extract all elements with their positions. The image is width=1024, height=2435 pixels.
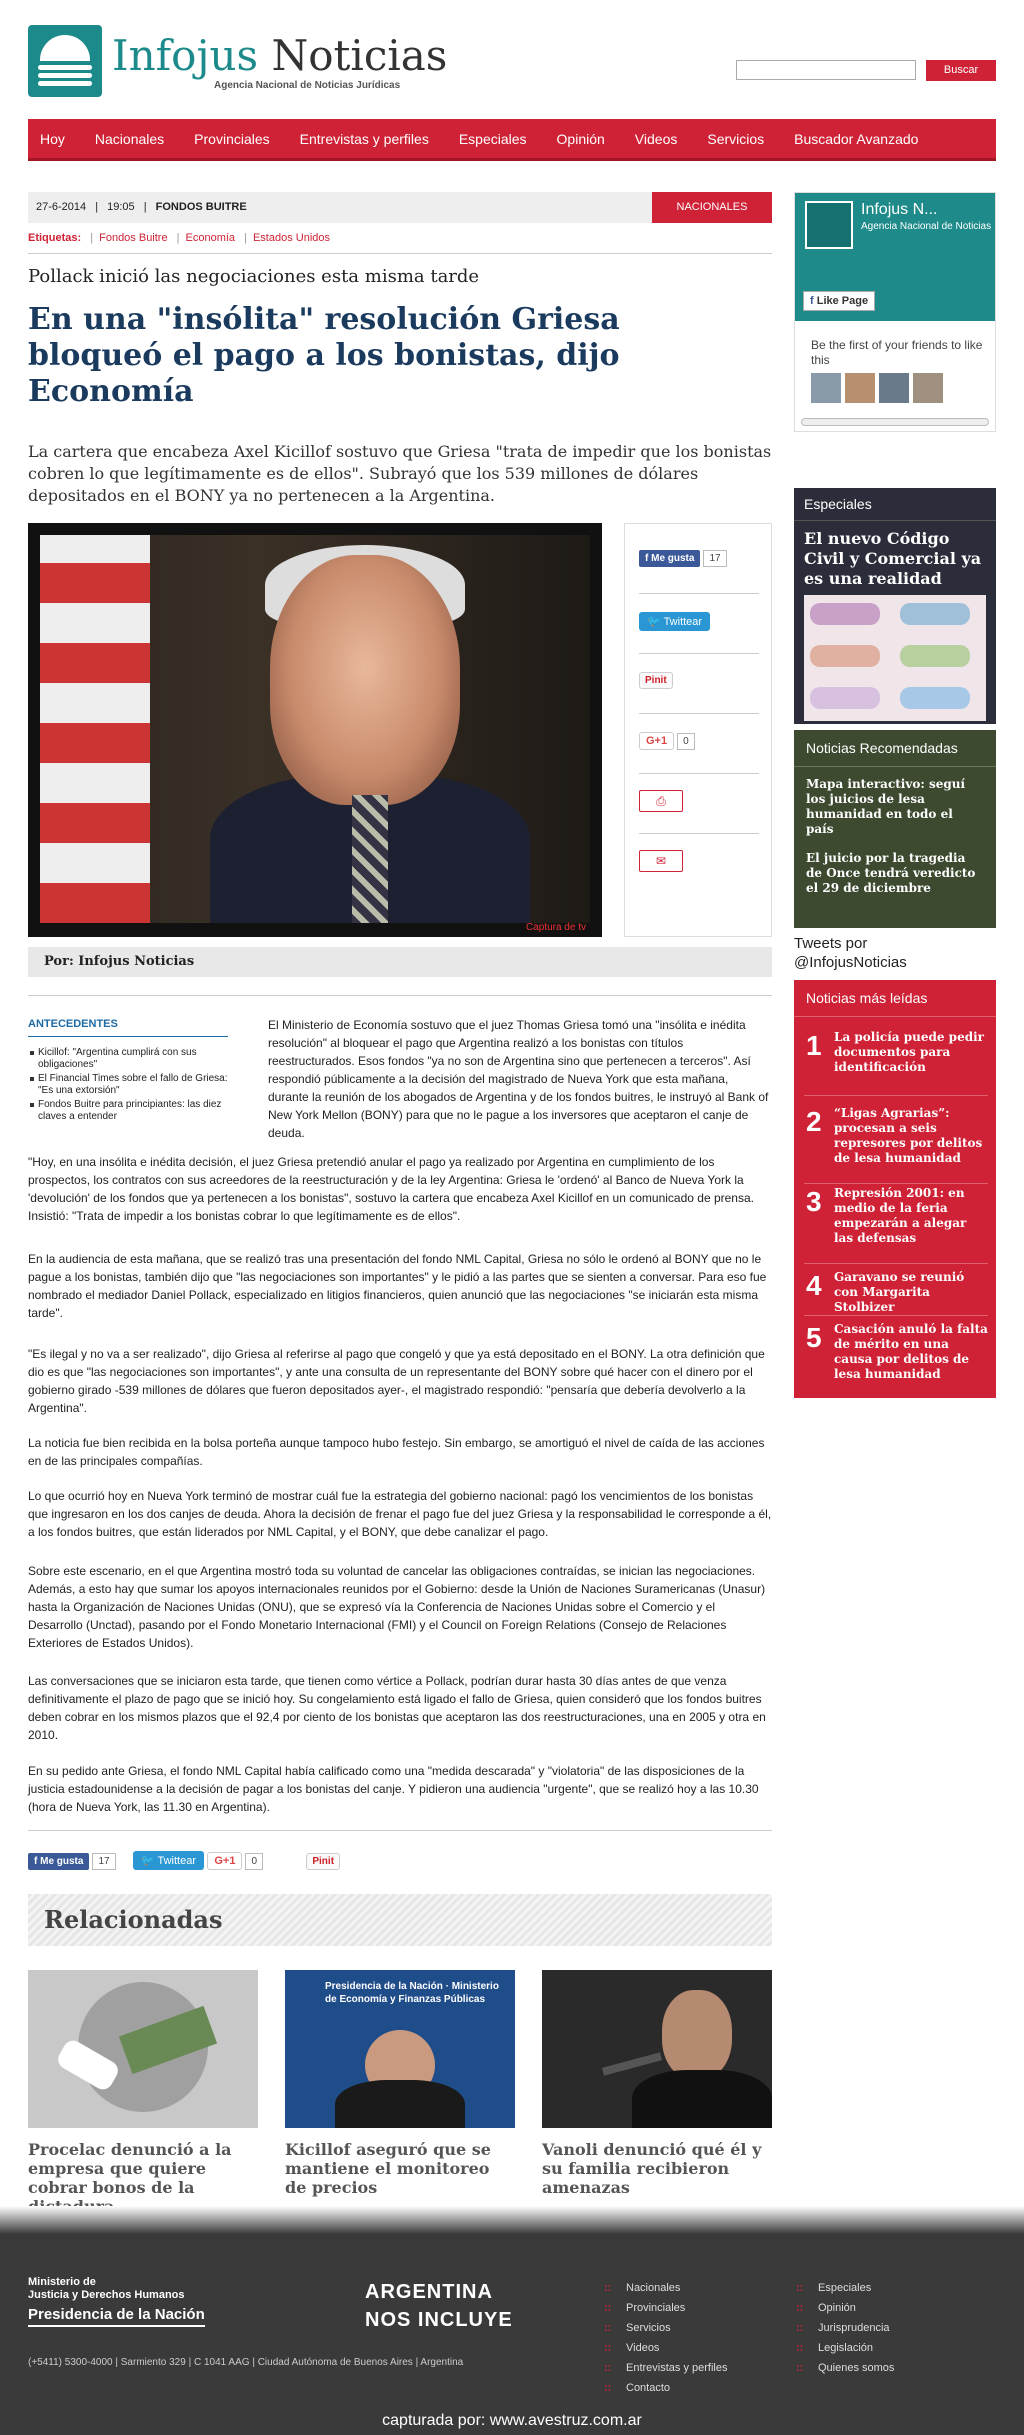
footer-links-col1: [604, 2278, 727, 2398]
antecedentes-link[interactable]: Kicillof: "Argentina cumplirá con sus obligaciones": [28, 1047, 228, 1071]
article-lead: La cartera que encabeza Axel Kicillof sostuvo que Griesa "trata de impedir que los bonistas cobren lo que legítimamente es de ellos". Subrayó que los 539 millones de dólares depositados en el BONY ya no pertenecen a la Argentina.: [28, 442, 772, 505]
tag-link[interactable]: Fondos Buitre: [99, 232, 168, 244]
gplus-count: 0: [677, 733, 695, 750]
presidencia-logo[interactable]: Presidencia de la Nación: [28, 2306, 205, 2327]
antecedentes-link[interactable]: Fondos Buitre para principiantes: las diez claves a entender: [28, 1099, 228, 1123]
nav-item-nacionales[interactable]: Nacionales: [94, 130, 165, 147]
footer-link[interactable]: :: Nacionales: [604, 2278, 727, 2298]
twitter-icon: 🐦: [647, 616, 661, 628]
pinterest-button[interactable]: Pinit: [639, 672, 673, 689]
article-time: 19:05: [107, 201, 135, 213]
related-image-caption: Presidencia de la Nación · Ministerio de Economía y Finanzas Públicas: [325, 1981, 499, 2005]
nav-item-entrevistas[interactable]: Entrevistas y perfiles: [299, 130, 429, 147]
especiales-headline[interactable]: El nuevo Código Civil y Comercial ya es una realidad: [804, 529, 982, 588]
site-logo[interactable]: [28, 25, 448, 97]
divider: [28, 995, 772, 996]
related-title[interactable]: Procelac denunció a la empresa que quiere cobrar bonos de la: [28, 2140, 232, 2197]
notrec-title: Noticias Recomendadas: [794, 730, 996, 767]
facebook-like-count: 17: [703, 550, 726, 567]
nav-item-especiales[interactable]: Especiales: [458, 130, 527, 147]
relacionadas-title: Relacionadas: [28, 1894, 772, 1946]
facebook-friends-text: Be the first of your friends to like this: [811, 338, 983, 367]
tags-row: Etiquetas: | Fondos Buitre | Economía | Estados Unidos: [28, 232, 331, 244]
site-footer: [0, 2234, 1024, 2435]
ministerio-logo[interactable]: Ministerio de Justicia y Derechos Humanos: [28, 2276, 185, 2301]
divider: [28, 1830, 772, 1831]
footer-link[interactable]: :: Provinciales: [604, 2298, 727, 2318]
footer-links-col2: [796, 2278, 894, 2378]
facebook-like-page-button[interactable]: f Like Page: [803, 291, 875, 311]
gplus-count: 0: [245, 1853, 263, 1870]
footer-link[interactable]: :: Videos: [604, 2338, 727, 2358]
article-paragraph: Las conversaciones que se iniciaron esta tarde, que tienen como vértice a Pollack, podrían durar hasta 30 días antes de que venza definitivamente el plazo de pago que se inició hoy. Su congelamiento está ligado el fallo de Griesa, quien consideró que los fondos buitres deben cobrar en los mismos plazos que el 92,4 por ciento de los bonistas que aceptaron las dos reestructuraciones, una en 2005 y otra en 2010.: [28, 1674, 766, 1742]
notrec-item[interactable]: Mapa interactivo: seguí los juicios de lesa humanidad en todo el país: [806, 777, 966, 836]
facebook-page-name[interactable]: Infojus N...: [861, 201, 938, 218]
section-badge[interactable]: NACIONALES: [652, 192, 772, 223]
facebook-like-button[interactable]: f Me gusta: [28, 1853, 89, 1870]
related-card[interactable]: [285, 1970, 515, 2197]
brand-tagline: Agencia Nacional de Noticias Jurídicas: [214, 80, 401, 91]
article-kicker: Pollack inició las negociaciones esta misma tarde: [28, 266, 480, 287]
share-column: [624, 523, 772, 937]
article-author: Por: Infojus Noticias: [28, 947, 772, 977]
footer-link[interactable]: :: Especiales: [796, 2278, 894, 2298]
nav-item-buscador[interactable]: Buscador Avanzado: [794, 130, 919, 147]
article-paragraph: Sobre este escenario, en el que Argentina mostró toda su voluntad de cancelar las obligaciones contraídas, se inician las negociaciones. Además, a esto hay que sumar los apoyos internacionales reunidos por el Gobierno: desde la Unión de Naciones Suramericanas (Unasur) hasta la Organización de Naciones Unidas (ONU), que se expresó vía la Conferencia de Naciones Unidas sobre el Comercio y el Desarrollo (Unctad), pasando por el Fondo Monetario Internacional (FMI) y el Council on Foreign Relations (Consejo de Relaciones Exteriores de Estados Unidos).: [28, 1564, 766, 1650]
article-date: 27-6-2014: [36, 201, 87, 213]
facebook-like-button[interactable]: f Me gusta: [639, 550, 700, 567]
article-paragraph: En su pedido ante Griesa, el fondo NML Capital había calificado como una "medida descarada" y "violatoria" de las disposiciones de la justicia estadounidense a la decisión de pagar a los bonistas del canje. Y pidieron una audiencia "urgente", que se realizó hoy a las 10.30 (hora de Nueva York, las 11.30 en Argentina).: [28, 1764, 759, 1814]
photo-credit: Captura de tv: [525, 922, 586, 933]
logo-icon: [28, 25, 102, 97]
related-image[interactable]: [542, 1970, 772, 2128]
article-paragraph: "Hoy, en una insólita e inédita decisión, el juez Griesa pretendió anular el pago ya realizado por Argentina en cumplimiento de los prospectos, los contratos con sus acreedores de la reestructuración y de la ley Argentina: Griesa le 'ordenó' al Banco de Nueva York la 'devolución' de los fondos que ya pertenecen a los bonistas", sostuvo la cartera que encabeza Axel Kicillof en un comunicado de prensa. Insistió: "Trata de impedir a los bonistas cobrar lo que legítimamente es de ellos".: [28, 1155, 754, 1223]
widget-scrollbar[interactable]: [801, 418, 989, 426]
footer-link[interactable]: :: Contacto: [604, 2378, 727, 2398]
leidas-title: Noticias más leídas: [794, 980, 996, 1017]
related-image[interactable]: [28, 1970, 258, 2128]
main-nav: [28, 119, 996, 161]
gplus-button[interactable]: G+1: [207, 1852, 242, 1870]
footer-fade: [0, 2206, 1024, 2234]
search-button[interactable]: Buscar: [926, 60, 996, 81]
brand-name: Infojus Noticias: [112, 31, 448, 80]
especiales-image[interactable]: [804, 595, 986, 721]
nav-item-provinciales[interactable]: Provinciales: [194, 130, 270, 147]
facebook-like-count: 17: [92, 1853, 115, 1870]
footer-link[interactable]: :: Servicios: [604, 2318, 727, 2338]
footer-link[interactable]: :: Opinión: [796, 2298, 894, 2318]
nav-item-hoy[interactable]: Hoy: [40, 130, 65, 147]
footer-link[interactable]: :: Legislación: [796, 2338, 894, 2358]
share-bar-bottom: [28, 1851, 428, 1873]
noticias-mas-leidas: [794, 980, 996, 1398]
tweets-heading[interactable]: Tweets por @InfojusNoticias: [794, 935, 907, 971]
facebook-cover[interactable]: [795, 193, 995, 321]
related-image[interactable]: [285, 1970, 515, 2128]
antecedentes-title: ANTECEDENTES: [28, 1018, 228, 1037]
related-card[interactable]: [542, 1970, 772, 2197]
print-icon[interactable]: ⎙: [639, 790, 683, 812]
facebook-page-subtitle: Agencia Nacional de Noticias: [861, 221, 992, 232]
capture-watermark: capturada por: www.avestruz.com.ar: [382, 2412, 642, 2429]
facebook-page-widget: [794, 192, 996, 432]
antecedentes-box: [28, 1018, 228, 1125]
especiales-box[interactable]: [794, 488, 996, 724]
related-title[interactable]: Kicillof aseguró que se mantiene el monitoreo de precios: [285, 2140, 491, 2197]
twitter-icon: 🐦: [140, 1855, 155, 1867]
facebook-page-icon: [805, 201, 853, 249]
tags-label: Etiquetas:: [28, 232, 82, 244]
twitter-share-button[interactable]: 🐦 Twittear: [639, 612, 710, 631]
article-headline: En una "insólita" resolución Griesa bloqueó el pago a los bonistas, dijo Economía: [28, 302, 620, 409]
gplus-button[interactable]: G+1: [639, 732, 674, 750]
article-paragraph: El Ministerio de Economía sostuvo que el juez Thomas Griesa tomó una "insólita e inédita resolución" al bloquear el pago que Argentina realizó a los bonistas con títulos reestructurados. Esos fondos "ya no son de Argentina sino que pertenecen a terceros". Así respondió públicamente a la decisión del magistrado de Nueva York que esta mañana, durante la reunión de los abogados de Argentina y de los fondos buitres, le instruyó al Bank of New York Mellon (BONY) para que no le pague a los inversores que aceptaron el canje de deuda.: [268, 1018, 769, 1140]
leidas-item[interactable]: 4 Garavano se reunió con Margarita Stolbizer: [804, 1268, 988, 1316]
argentina-logo: ARGENTINA NOS INCLUYE: [365, 2281, 513, 2331]
leidas-item[interactable]: 2 “Ligas Agrarias”: procesan a seis represores por delitos de lesa humanidad: [804, 1104, 988, 1184]
footer-address: (+5411) 5300-4000 | Sarmiento 329 | C 1041 AAG | Ciudad Autónoma de Buenos Aires | Argentina: [28, 2357, 464, 2368]
nav-item-servicios[interactable]: Servicios: [707, 130, 765, 147]
footer-link[interactable]: :: Quienes somos: [796, 2358, 894, 2378]
antecedentes-link[interactable]: El Financial Times sobre el fallo de Griesa: "Es una extorsión": [28, 1073, 228, 1097]
twitter-share-button[interactable]: 🐦 Twittear: [133, 1851, 204, 1870]
related-title[interactable]: Vanoli denunció qué él y su familia recibieron amenazas: [542, 2140, 762, 2197]
nav-item-opinion[interactable]: Opinión: [556, 130, 605, 147]
tag-link[interactable]: Economía: [185, 232, 236, 244]
article-paragraph: "Es ilegal y no va a ser realizado", dijo Griesa al referirse al pago que congeló y que ya está depositado en el BONY. La otra definición que dio es que "las negociaciones son importantes", y ante una consulta de un representante del BONY sobre qué hacer con el dinero por el gobierno girado -539 millones de dólares que fueron depositados ayer-, el magistrado respondió: "pensaría que debería devolverlo a la Argentina".: [28, 1347, 765, 1415]
pinterest-button[interactable]: Pinit: [306, 1853, 340, 1870]
leidas-item[interactable]: 5 Casación anuló la falta de mérito en una causa por delitos de lesa humanidad: [806, 1322, 988, 1381]
notrec-item[interactable]: El juicio por la tragedia de Once tendrá veredicto el 29 de diciembre: [806, 851, 976, 895]
article-meta-bar: 27-6-2014 | 19:05 | FONDOS BUITRE NACIONALES: [28, 192, 772, 223]
mail-icon[interactable]: ✉: [639, 850, 683, 872]
article-photo: [28, 523, 602, 937]
tag-link[interactable]: Estados Unidos: [252, 232, 331, 244]
footer-link[interactable]: :: Jurisprudencia: [796, 2318, 894, 2338]
divider: [28, 253, 772, 254]
leidas-item[interactable]: 1 La policía puede pedir documentos para identificación: [804, 1028, 988, 1096]
facebook-faces: [811, 373, 947, 403]
article-paragraph: En la audiencia de esta mañana, que se realizó tras una presentación del fondo NML Capital, Griesa no sólo le ordenó al BONY que no le pague a los bonistas, también dijo que "las negociaciones son importantes" y le pidió a las partes que se sienten a conversar. Para eso fue nombrado el mediador Daniel Pollack, especializado en litigios financieros, quien anunció que las negociaciones "se iniciarán esta misma tarde".: [28, 1252, 767, 1320]
noticias-recomendadas: [794, 730, 996, 928]
search-input[interactable]: [736, 60, 916, 80]
especiales-title: Especiales: [794, 488, 996, 521]
leidas-item[interactable]: 3 Represión 2001: en medio de la feria empezarán a alegar las defensas: [804, 1184, 988, 1264]
related-card[interactable]: [28, 1970, 258, 2216]
article-topic: FONDOS BUITRE: [155, 201, 247, 213]
article-paragraph: Lo que ocurrió hoy en Nueva York terminó de mostrar cuál fue la estrategia del gobierno nacional: pagó los vencimientos de los bonistas que ingresaron en los dos canjes de deuda. Ahora la decisión de frenar el pago fue del juez Griesa y la responsabilidad le corresponde a él, a los fondos buitres, que están liderados por NML Capital, y el BONY, que debe canalizar el pago.: [28, 1489, 772, 1539]
nav-item-videos[interactable]: Videos: [634, 130, 678, 147]
footer-link[interactable]: :: Entrevistas y perfiles: [604, 2358, 727, 2378]
article-paragraph: La noticia fue bien recibida en la bolsa porteña aunque tampoco hubo festejo. Sin embargo, se amortiguó el nivel de caída de las acciones en de las principales compañías.: [28, 1436, 765, 1468]
